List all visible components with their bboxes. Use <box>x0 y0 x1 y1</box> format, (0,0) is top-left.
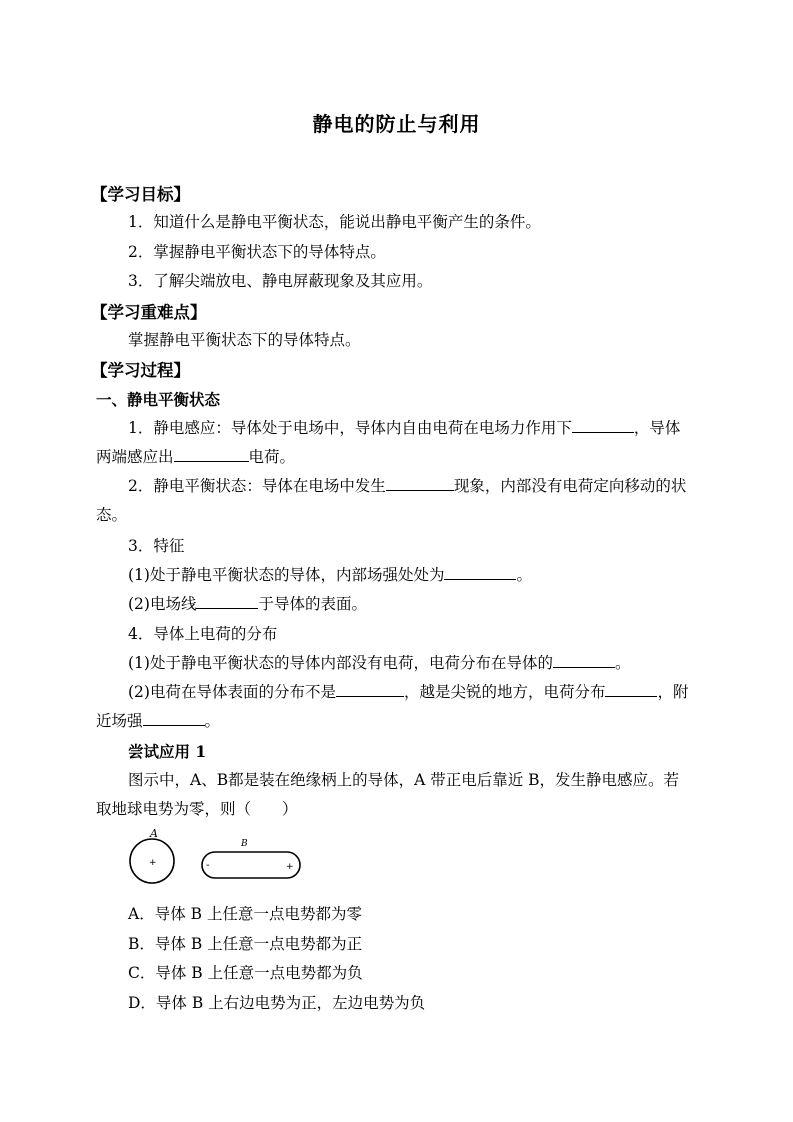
trial-stem-line-2: 取地球电势为零，则（ ） <box>96 800 298 818</box>
question-1-line-2 <box>96 447 295 467</box>
fill-blank[interactable] <box>553 653 615 668</box>
question-1-text-d: 电荷。 <box>248 448 296 466</box>
trial-stem-line-1: 图示中，A、B都是装在绝缘柄上的导体，A 带正电后靠近 B，发生静电感应。若 <box>128 771 680 789</box>
option-a[interactable]: A．导体 B 上任意一点电势都为零 <box>128 905 362 923</box>
key-points-heading: 【学习重难点】 <box>91 303 207 322</box>
objective-item-3: 3．了解尖端放电、静电屏蔽现象及其应用。 <box>128 272 433 290</box>
fill-blank[interactable] <box>386 476 454 491</box>
conductor-diagram <box>122 826 312 888</box>
fill-blank[interactable] <box>196 594 258 609</box>
conductor-a-label: A <box>150 827 158 840</box>
section-title-electrostatic-equilibrium: 一、静电平衡状态 <box>96 390 221 409</box>
question-1-line-1 <box>128 418 680 438</box>
page-title: 静电的防止与利用 <box>312 112 481 136</box>
question-4-2-text-e: 。 <box>204 712 221 730</box>
fill-blank[interactable] <box>444 565 516 580</box>
question-4-2-text-b: ，越是尖锐的地方，电荷分布 <box>403 683 606 701</box>
objective-item-2: 2．掌握静电平衡状态下的导体特点。 <box>128 243 386 261</box>
option-d[interactable]: D．导体 B 上右边电势为正，左边电势为负 <box>128 994 426 1012</box>
option-c[interactable]: C．导体 B 上任意一点电势都为负 <box>128 964 363 982</box>
fill-blank[interactable] <box>572 418 634 433</box>
question-4-2-line-2 <box>96 711 220 731</box>
question-4-2-line-1 <box>128 682 689 702</box>
conductor-b-label: B <box>241 839 248 849</box>
question-3-1 <box>128 565 532 585</box>
question-2-line-2: 态。 <box>96 506 128 524</box>
question-1-text-b: ，导体 <box>633 419 681 437</box>
objectives-heading: 【学习目标】 <box>91 185 190 204</box>
question-2-text-a: 2．静电平衡状态：导体在电场中发生 <box>128 477 386 495</box>
fill-blank[interactable] <box>336 682 404 697</box>
question-4-2-text-a: (2)电荷在导体表面的分布不是 <box>128 683 336 701</box>
fill-blank[interactable] <box>143 711 205 726</box>
question-3-heading: 3．特征 <box>128 537 185 555</box>
key-points-text: 掌握静电平衡状态下的导体特点。 <box>128 331 361 349</box>
question-1-text-a: 1．静电感应：导体处于电场中，导体内自由电荷在电场力作用下 <box>128 419 572 437</box>
fill-blank[interactable] <box>605 682 657 697</box>
fill-blank[interactable] <box>174 447 249 462</box>
question-2-line-1 <box>128 476 686 496</box>
conductor-a-sign: + <box>149 858 157 868</box>
conductor-b-positive-sign: + <box>286 862 294 872</box>
trial-heading: 尝试应用 1 <box>128 742 207 761</box>
question-4-heading: 4．导体上电荷的分布 <box>128 625 278 643</box>
question-4-1-text-a: (1)处于静电平衡状态的导体内部没有电荷，电荷分布在导体的 <box>128 654 553 672</box>
question-4-1-text-b: 。 <box>614 654 631 672</box>
question-1-text-c: 两端感应出 <box>96 448 174 466</box>
conductor-b-negative-sign: - <box>206 860 210 871</box>
option-b[interactable]: B．导体 B 上任意一点电势都为正 <box>128 935 363 953</box>
question-4-2-text-d: 近场强 <box>96 712 143 730</box>
objective-item-1: 1．知道什么是静电平衡状态，能说出静电平衡产生的条件。 <box>128 213 541 231</box>
process-heading: 【学习过程】 <box>91 361 190 380</box>
question-3-2-text-a: (2)电场线 <box>128 595 197 613</box>
question-3-2-text-b: 于导体的表面。 <box>258 595 367 613</box>
question-4-2-text-c: ，附 <box>657 683 689 701</box>
question-3-2 <box>128 594 367 614</box>
question-3-1-text-b: 。 <box>516 566 532 584</box>
question-2-text-b: 现象，内部没有电荷定向移动的状 <box>453 477 687 495</box>
question-4-1 <box>128 653 630 673</box>
question-3-1-text-a: (1)处于静电平衡状态的导体，内部场强处处为 <box>128 566 445 584</box>
